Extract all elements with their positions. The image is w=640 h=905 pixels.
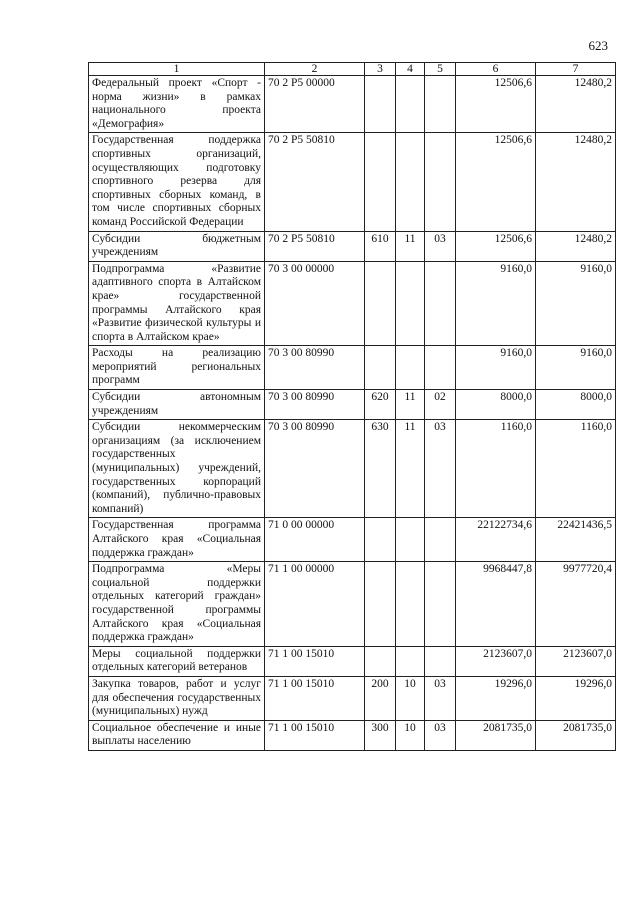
expense-type-cell: 200 bbox=[365, 676, 396, 720]
target-code-cell: 71 1 00 15010 bbox=[265, 720, 365, 750]
amount-col6-cell: 19296,0 bbox=[456, 676, 536, 720]
table-row bbox=[89, 518, 616, 562]
target-code-cell: 70 3 00 80990 bbox=[265, 390, 365, 420]
section-cell: 11 bbox=[396, 420, 425, 518]
amount-col7-cell: 2123607,0 bbox=[536, 646, 616, 676]
amount-col6-cell: 9160,0 bbox=[456, 346, 536, 390]
column-header: 5 bbox=[425, 63, 456, 76]
table-row bbox=[89, 420, 616, 518]
target-code-cell: 70 2 P5 50810 bbox=[265, 133, 365, 231]
target-code-cell: 71 1 00 15010 bbox=[265, 676, 365, 720]
amount-col6-cell: 8000,0 bbox=[456, 390, 536, 420]
expense-type-cell bbox=[365, 346, 396, 390]
row-name-cell: Федеральный проект «Спорт - норма жизни» в рамках национального проекта «Демография» bbox=[89, 76, 265, 133]
target-code-cell: 70 2 P5 50810 bbox=[265, 231, 365, 261]
table-row bbox=[89, 676, 616, 720]
subsection-cell bbox=[425, 562, 456, 647]
target-code-cell: 71 1 00 15010 bbox=[265, 646, 365, 676]
column-header: 4 bbox=[396, 63, 425, 76]
section-cell: 10 bbox=[396, 720, 425, 750]
column-header: 1 bbox=[89, 63, 265, 76]
target-code-cell: 70 3 00 00000 bbox=[265, 261, 365, 346]
row-name-cell: Субсидии некоммерческим организациям (за исключением государственных (муниципальных) учреждений, государственных корпораций (компаний), публично-правовых компаний) bbox=[89, 420, 265, 518]
section-cell bbox=[396, 133, 425, 231]
table-row bbox=[89, 346, 616, 390]
amount-col7-cell: 12480,2 bbox=[536, 76, 616, 133]
subsection-cell: 02 bbox=[425, 390, 456, 420]
column-header: 3 bbox=[365, 63, 396, 76]
row-name-cell: Закупка товаров, работ и услуг для обеспечения государственных (муниципальных) нужд bbox=[89, 676, 265, 720]
table-header bbox=[89, 63, 616, 76]
table-row bbox=[89, 76, 616, 133]
table-row bbox=[89, 390, 616, 420]
target-code-cell: 70 2 P5 00000 bbox=[265, 76, 365, 133]
section-cell bbox=[396, 518, 425, 562]
amount-col6-cell: 12506,6 bbox=[456, 133, 536, 231]
column-header: 2 bbox=[265, 63, 365, 76]
section-cell bbox=[396, 261, 425, 346]
expense-type-cell bbox=[365, 261, 396, 346]
row-name-cell: Социальное обеспечение и иные выплаты населению bbox=[89, 720, 265, 750]
amount-col7-cell: 9160,0 bbox=[536, 346, 616, 390]
section-cell bbox=[396, 346, 425, 390]
expense-type-cell: 610 bbox=[365, 231, 396, 261]
expense-type-cell bbox=[365, 646, 396, 676]
amount-col6-cell: 9968447,8 bbox=[456, 562, 536, 647]
table-row bbox=[89, 562, 616, 647]
table-row bbox=[89, 133, 616, 231]
amount-col7-cell: 19296,0 bbox=[536, 676, 616, 720]
target-code-cell: 71 1 00 00000 bbox=[265, 562, 365, 647]
amount-col6-cell: 22122734,6 bbox=[456, 518, 536, 562]
row-name-cell: Субсидии автономным учреждениям bbox=[89, 390, 265, 420]
subsection-cell bbox=[425, 133, 456, 231]
row-name-cell: Меры социальной поддержки отдельных категорий ветеранов bbox=[89, 646, 265, 676]
row-name-cell: Подпрограмма «Меры социальной поддержки отдельных категорий граждан» государственной программы Алтайского края «Социальная поддержка граждан» bbox=[89, 562, 265, 647]
target-code-cell: 71 0 00 00000 bbox=[265, 518, 365, 562]
section-cell bbox=[396, 76, 425, 133]
expense-type-cell bbox=[365, 562, 396, 647]
subsection-cell bbox=[425, 518, 456, 562]
column-header: 7 bbox=[536, 63, 616, 76]
subsection-cell bbox=[425, 76, 456, 133]
row-name-cell: Расходы на реализацию мероприятий региональных программ bbox=[89, 346, 265, 390]
table-body bbox=[89, 76, 616, 751]
column-header: 6 bbox=[456, 63, 536, 76]
expense-type-cell bbox=[365, 133, 396, 231]
budget-table bbox=[88, 62, 616, 751]
section-cell: 11 bbox=[396, 231, 425, 261]
amount-col7-cell: 9160,0 bbox=[536, 261, 616, 346]
expense-type-cell bbox=[365, 518, 396, 562]
subsection-cell bbox=[425, 346, 456, 390]
subsection-cell bbox=[425, 646, 456, 676]
amount-col7-cell: 9977720,4 bbox=[536, 562, 616, 647]
table-row bbox=[89, 646, 616, 676]
row-name-cell: Государственная программа Алтайского края «Социальная поддержка граждан» bbox=[89, 518, 265, 562]
table-row bbox=[89, 261, 616, 346]
amount-col7-cell: 12480,2 bbox=[536, 133, 616, 231]
section-cell bbox=[396, 646, 425, 676]
target-code-cell: 70 3 00 80990 bbox=[265, 420, 365, 518]
row-name-cell: Подпрограмма «Развитие адаптивного спорта в Алтайском крае» государственной программы Алтайского края «Развитие физической культуры и спорта в Алтайском крае» bbox=[89, 261, 265, 346]
subsection-cell: 03 bbox=[425, 720, 456, 750]
amount-col7-cell: 12480,2 bbox=[536, 231, 616, 261]
subsection-cell bbox=[425, 261, 456, 346]
page-number: 623 bbox=[588, 38, 608, 53]
section-cell: 10 bbox=[396, 676, 425, 720]
expense-type-cell bbox=[365, 76, 396, 133]
amount-col7-cell: 22421436,5 bbox=[536, 518, 616, 562]
subsection-cell: 03 bbox=[425, 231, 456, 261]
section-cell bbox=[396, 562, 425, 647]
header-row bbox=[89, 63, 616, 76]
table-row bbox=[89, 231, 616, 261]
expense-type-cell: 300 bbox=[365, 720, 396, 750]
section-cell: 11 bbox=[396, 390, 425, 420]
row-name-cell: Субсидии бюджетным учреждениям bbox=[89, 231, 265, 261]
amount-col7-cell: 2081735,0 bbox=[536, 720, 616, 750]
amount-col6-cell: 9160,0 bbox=[456, 261, 536, 346]
subsection-cell: 03 bbox=[425, 676, 456, 720]
amount-col6-cell: 12506,6 bbox=[456, 76, 536, 133]
amount-col6-cell: 2123607,0 bbox=[456, 646, 536, 676]
amount-col7-cell: 1160,0 bbox=[536, 420, 616, 518]
amount-col6-cell: 1160,0 bbox=[456, 420, 536, 518]
table-row bbox=[89, 720, 616, 750]
amount-col6-cell: 2081735,0 bbox=[456, 720, 536, 750]
amount-col6-cell: 12506,6 bbox=[456, 231, 536, 261]
amount-col7-cell: 8000,0 bbox=[536, 390, 616, 420]
expense-type-cell: 620 bbox=[365, 390, 396, 420]
target-code-cell: 70 3 00 80990 bbox=[265, 346, 365, 390]
subsection-cell: 03 bbox=[425, 420, 456, 518]
expense-type-cell: 630 bbox=[365, 420, 396, 518]
row-name-cell: Государственная поддержка спортивных организаций, осуществляющих подготовку спортивного резерва для спортивных сборных команд, в том числе спортивных сборных команд Российской Федерации bbox=[89, 133, 265, 231]
